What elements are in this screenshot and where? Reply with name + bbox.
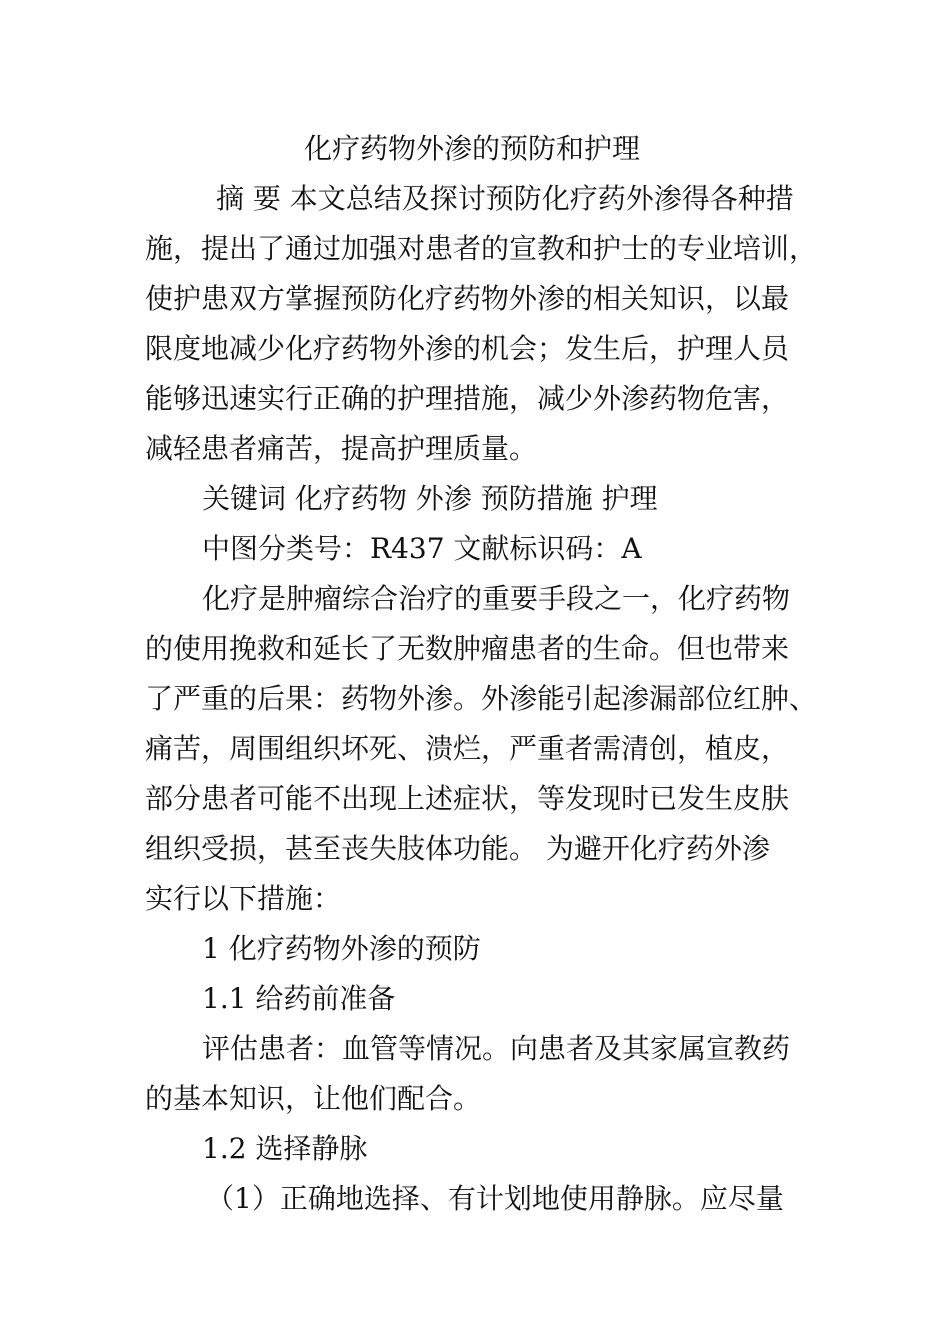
subsection-heading: 1.2 选择静脉 [202,1132,368,1165]
keywords-line: 关键词 化疗药物 外渗 预防措施 护理 [202,482,658,515]
abstract-line: 使护患双方掌握预防化疗药物外渗的相关知识，以最 [145,282,790,315]
intro-line: 实行以下措施： [145,882,342,915]
document-title: 化疗药物外渗的预防和护理 [304,132,641,165]
abstract-line: 减轻患者痛苦，提高护理质量。 [145,432,538,465]
subsection-heading: 1.1 给药前准备 [202,982,396,1015]
body-line: 评估患者：血管等情况。向患者及其家属宣教药 [202,1032,791,1065]
abstract-line: 施，提出了通过加强对患者的宣教和护士的专业培训， [145,232,818,265]
intro-line: 了严重的后果：药物外渗。外渗能引起渗漏部位红肿、 [145,682,818,715]
body-line: 的基本知识，让他们配合。 [145,1082,482,1115]
intro-line: 的使用挽救和延长了无数肿瘤患者的生命。但也带来 [145,632,790,665]
intro-line: 部分患者可能不出现上述症状，等发现时已发生皮肤 [145,782,790,815]
classification-line: 中图分类号：R437 文献标识码：A [202,532,642,565]
section-heading: 1 化疗药物外渗的预防 [202,932,481,965]
intro-line: 化疗是肿瘤综合治疗的重要手段之一，化疗药物 [202,582,791,615]
intro-line: 组织受损，甚至丧失肢体功能。 为避开化疗药外渗 [145,832,770,865]
intro-line: 痛苦，周围组织坏死、溃烂，严重者需清创，植皮， [145,732,790,765]
body-line: （1）正确地选择、有计划地使用静脉。应尽量 [206,1182,784,1215]
abstract-line: 限度地减少化疗药物外渗的机会；发生后，护理人员 [145,332,790,365]
abstract-line: 摘 要 本文总结及探讨预防化疗药外渗得各种措 [216,182,794,215]
abstract-line: 能够迅速实行正确的护理措施，减少外渗药物危害， [145,382,790,415]
